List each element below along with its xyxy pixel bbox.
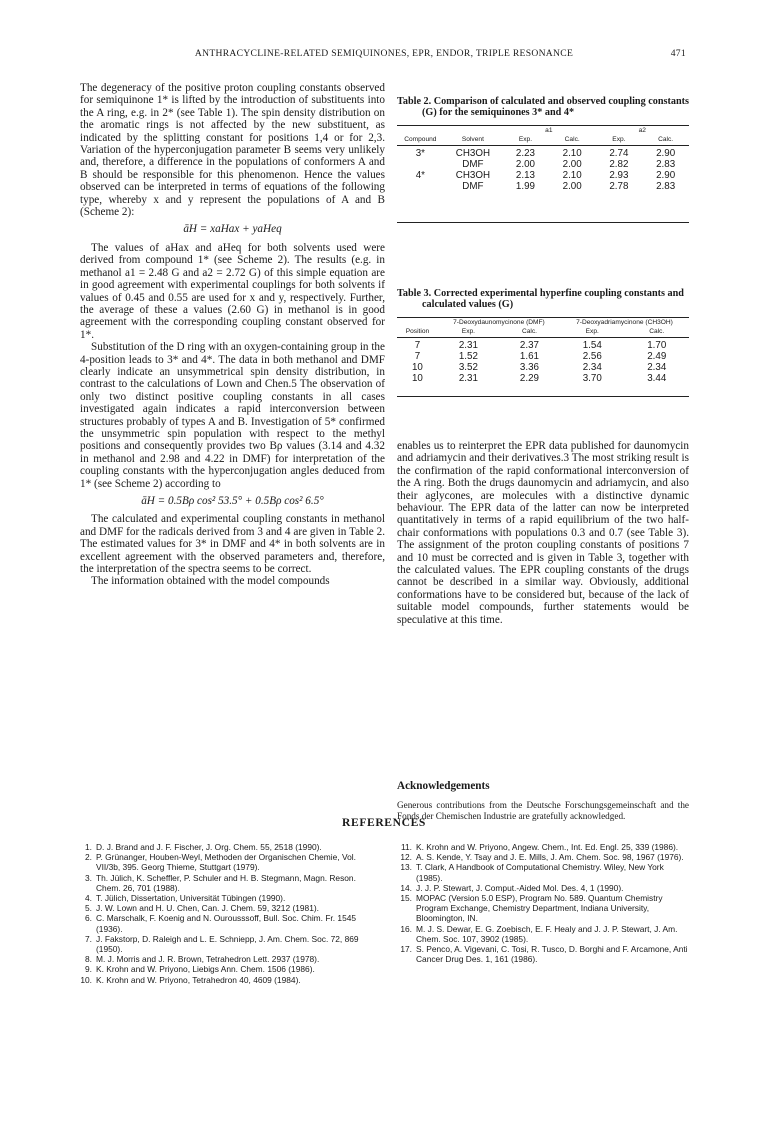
table-cell: 7 xyxy=(414,350,421,362)
table-cell: 2.00 xyxy=(562,158,582,170)
references-heading: REFERENCES xyxy=(342,816,426,829)
column-header: Exp. xyxy=(612,135,626,143)
reference-item xyxy=(400,944,692,964)
table-cell: 1.54 xyxy=(582,339,602,351)
reference-text: K. Krohn and W. Priyono, Liebigs Ann. Chem. 1506 (1986). xyxy=(96,964,315,975)
table-cell: 2.31 xyxy=(458,372,478,384)
table-cell: 2.56 xyxy=(582,350,602,362)
reference-text: J. Fakstorp, D. Raleigh and L. E. Schniepp, J. Am. Chem. Soc. 72, 869 (1950). xyxy=(96,933,359,955)
table-caption-label: Table 2. xyxy=(397,96,432,107)
table-cell: 2.90 xyxy=(656,147,676,159)
column-group-header: a2 xyxy=(638,126,646,134)
table-rule xyxy=(397,145,689,146)
reference-number: 4. xyxy=(85,893,92,904)
column-header: Calc. xyxy=(521,327,537,335)
reference-item xyxy=(80,934,373,954)
column-header: Position xyxy=(405,327,430,335)
reference-number: 11. xyxy=(400,842,412,852)
reference-text: A. S. Kende, Y. Tsay and J. E. Mills, J. Am. Chem. Soc. 98, 1967 (1976). xyxy=(416,852,684,863)
reference-number: 16. xyxy=(400,923,412,934)
table-row xyxy=(397,362,689,373)
page-number: 471 xyxy=(670,48,686,59)
table-cell: 2.00 xyxy=(562,180,582,192)
reference-item xyxy=(80,893,373,903)
table-cell: 1.70 xyxy=(647,339,667,351)
reference-text: M. J. Morris and J. R. Brown, Tetrahedron Lett. 2937 (1978). xyxy=(96,954,320,965)
reference-text: Th. Jülich, K. Scheffler, P. Schuler and H. B. Stegmann, Magn. Reson. Chem. 26, 701 (1988). xyxy=(96,872,356,893)
reference-item xyxy=(400,883,692,893)
table-cell: 2.93 xyxy=(609,169,629,181)
paragraph: The degeneracy of the positive proton coupling constants observed for semiquinone 1* is lifted by the introduction of substituents into the A ring, e.g. in 2* (see Table 1). The spin density distribution on the aromatic rings is not affected by the new substituent, as indicated by the splitting constant for positions 1,4 or for 2,3. Variation of the hyperconjugation parameter B seems very unlikely and, therefore, a difference in the populations of conformers A and B should be responsible for this phenomenon. Hence the values observed can be interpreted in terms of equations of the following type, whereby x and y represent the populations of A and B (Scheme 2): xyxy=(80,82,385,219)
table-row xyxy=(397,340,689,351)
paragraph: The calculated and experimental coupling constants in methanol and DMF for the radicals derived from 3 and 4 are given in Table 2. The estimated values for 3* in DMF and 4* in both solvents are in excellent agreement with the observed parameters and, therefore, the interpretation of the spectra seems to be correct. xyxy=(80,513,385,576)
table-row xyxy=(397,181,689,192)
table-row xyxy=(397,170,689,181)
reference-item xyxy=(80,964,373,974)
reference-number: 2. xyxy=(85,852,92,863)
table-cell: 1.99 xyxy=(515,180,535,192)
reference-text: D. J. Brand and J. F. Fischer, J. Org. Chem. 55, 2518 (1990). xyxy=(96,842,322,852)
table-cell: 3.36 xyxy=(519,361,539,373)
reference-text: MOPAC (Version 5.0 ESP), Program No. 589. Quantum Chemistry Program Exchange, Chemistry Department, Indiana University, Bloomington, IN. xyxy=(416,893,663,924)
table-cell: DMF xyxy=(462,180,484,192)
table-row xyxy=(397,159,689,170)
reference-item xyxy=(80,903,373,913)
reference-number: 17. xyxy=(400,944,412,955)
table-2 xyxy=(397,96,689,223)
table-3 xyxy=(397,288,689,397)
reference-number: 12. xyxy=(400,852,412,863)
table-cell xyxy=(397,181,444,192)
reference-text: J. W. Lown and H. U. Chen, Can. J. Chem. 59, 3212 (1981). xyxy=(96,903,319,914)
reference-number: 7. xyxy=(85,933,92,944)
running-header xyxy=(0,48,768,62)
table-row xyxy=(397,351,689,362)
references-list-left xyxy=(80,842,373,985)
table-cell: CH3OH xyxy=(455,169,491,181)
table-cell xyxy=(397,159,444,170)
table-cell: 2.82 xyxy=(609,158,629,170)
column-header: Exp. xyxy=(461,327,475,335)
reference-item xyxy=(400,862,692,882)
table-cell: 1.52 xyxy=(458,350,478,362)
table-caption-text: Comparison of calculated and observed coupling constants (G) for the semiquinones 3* and 4* xyxy=(422,96,689,119)
reference-text: K. Krohn and W. Priyono, Angew. Chem., Int. Ed. Engl. 25, 339 (1986). xyxy=(416,842,679,852)
column-header: Exp. xyxy=(518,135,533,143)
reference-text: C. Marschalk, F. Koenig and N. Ourousssoff, Bull. Soc. Chim. Fr. 1545 (1936). xyxy=(96,913,357,934)
table-cell: 2.83 xyxy=(656,180,676,192)
table-cell: 1.61 xyxy=(519,350,539,362)
column-header: Compound xyxy=(404,135,437,143)
table-cell: 2.83 xyxy=(656,158,676,170)
reference-item xyxy=(400,924,692,944)
table-cell: 4* xyxy=(415,169,425,181)
column-header: Solvent xyxy=(461,135,484,143)
column-group-header: 7-Deoxydaunomycinone (DMF) xyxy=(453,318,545,326)
table-cell: 2.00 xyxy=(515,158,535,170)
table-cell: CH3OH xyxy=(455,147,491,159)
table-cell: 3* xyxy=(415,147,425,159)
table-cell: 2.29 xyxy=(519,372,539,384)
reference-text: T. Jülich, Dissertation, Universität Tübingen (1990). xyxy=(96,893,286,904)
paragraph: The values of aHax and aHeq for both solvents used were derived from compound 1* (see Scheme 2). The results (e.g. in methanol a1 = 2.48 G and a2 = 2.72 G) of this simple equation are in good agreement with experimental couplings for both solvents if values of 0.45 and 0.55 are used for x and y, respectively. Further, the average of these a values (2.60 G) in methanol is in good agreement with the corresponding coupling constant observed for 1*. xyxy=(80,241,385,341)
table-caption-label: Table 3. xyxy=(397,288,432,299)
reference-text: S. Penco, A. Vigevani, C. Tosi, R. Tusco, D. Borghi and F. Arcamone, Anti Cancer Drug Des. 1, 161 (1986). xyxy=(416,944,688,965)
reference-item xyxy=(400,893,692,924)
reference-number: 3. xyxy=(85,872,92,883)
reference-item xyxy=(400,842,692,852)
table-cell: DMF xyxy=(462,158,484,170)
table-cell: 3.70 xyxy=(582,372,602,384)
reference-text: M. J. S. Dewar, E. G. Zoebisch, E. F. Healy and J. J. P. Stewart, J. Am. Chem. Soc. 107, 3902 (1985). xyxy=(416,923,678,944)
table-rule xyxy=(397,222,689,223)
reference-item xyxy=(80,873,373,893)
column-header: Calc. xyxy=(564,135,580,143)
column-group-header: a1 xyxy=(545,126,553,134)
left-column xyxy=(80,82,385,588)
table-cell: 3.52 xyxy=(458,361,478,373)
table-caption-text: Corrected experimental hyperfine coupling constants and calculated values (G) xyxy=(422,288,684,311)
table-caption xyxy=(397,96,689,119)
table-cell: 2.37 xyxy=(519,339,539,351)
table-cell: 2.34 xyxy=(647,361,667,373)
paragraph: Substitution of the D ring with an oxygen-containing group in the 4-position leads to 3* and 4*. The data in both methanol and DMF clearly indicate an unsymmetrical spin density distribution, in contrast to the calculations of Lown and Chen.5 The observation of only two distinct positive coupling constants in all cases investigated again indicates a rapid interconversion between structures probably of types A and B. Investigation of 5* confirmed the unsymmetric spin population with respect to the methyl positions and consequently provides two Bρ values (3.14 and 4.32 in methanol and 2.98 and 4.22 in DMF) for interpretation of the coupling constants with the hyperconjugation angles deduced from 1* (see Scheme 2) according to xyxy=(80,341,385,490)
equation: āH = xaHax + yaHeq xyxy=(183,223,282,236)
reference-item xyxy=(80,954,373,964)
reference-item xyxy=(80,913,373,933)
reference-text: P. Grünanger, Houben-Weyl, Methoden der Organischen Chemie, Vol. VII/3b, 395. Georg Thieme, Stuttgart (1979). xyxy=(96,852,356,873)
column-header: Exp. xyxy=(585,327,599,335)
equation: āH = 0.5Bρ cos² 53.5° + 0.5Bρ cos² 6.5° xyxy=(141,495,324,507)
reference-text: T. Clark, A Handbook of Computational Chemistry. Wiley, New York (1985). xyxy=(416,862,664,883)
table-cell: 2.49 xyxy=(647,350,667,362)
column-group-header: 7-Deoxyadriamycinone (CH3OH) xyxy=(576,318,673,326)
acknowledgements-heading: Acknowledgements xyxy=(397,780,490,792)
reference-number: 1. xyxy=(85,842,92,852)
table-cell: 2.78 xyxy=(609,180,629,192)
right-column xyxy=(397,440,689,626)
paragraph: enables us to reinterpret the EPR data published for daunomycin and adriamycin and their derivatives.3 The most striking result is the confirmation of the rapid conformational interconversion of the A ring. Both the drugs daunomycin and adriamycin, and also their aglycones, are molecules with a distinctive dynamic behaviour. The EPR data of the latter can now be interpreted quantitatively in terms of a rapid equilibrium of the two half-chair conformations with populations 0.3 and 0.7 (see Table 3). The assignment of the proton coupling constants of positions 7 and 10 must be corrected and is given in Table 3, together with the calculated values. The EPR coupling constants of the drugs cannot be described in a similar way. Obviously, additional conformations have to be considered but, because of the lack of suitable model compounds, further statements would be speculative at this time. xyxy=(397,440,689,626)
reference-item xyxy=(80,975,373,985)
table-cell: 2.31 xyxy=(458,339,478,351)
data-table xyxy=(397,318,689,384)
reference-number: 9. xyxy=(85,964,92,975)
paragraph: The information obtained with the model compounds xyxy=(91,575,330,588)
table-cell: 2.10 xyxy=(562,169,582,181)
reference-number: 15. xyxy=(400,893,412,904)
table-rule xyxy=(397,337,689,338)
reference-text: J. J. P. Stewart, J. Comput.-Aided Mol. Des. 4, 1 (1990). xyxy=(416,882,624,893)
reference-number: 13. xyxy=(400,862,412,873)
reference-item xyxy=(80,842,373,852)
table-cell: 2.13 xyxy=(515,169,535,181)
table-caption xyxy=(397,288,689,311)
reference-number: 6. xyxy=(85,913,92,924)
data-table xyxy=(397,126,689,192)
reference-item xyxy=(400,852,692,862)
acknowledgements-text: Generous contributions from the Deutsche Forschungsgemeinschaft and the Fonds der Chemischen Industrie are gratefully acknowledged. xyxy=(397,800,689,821)
table-cell: 2.74 xyxy=(609,147,629,159)
table-cell: 2.10 xyxy=(562,147,582,159)
table-row xyxy=(397,148,689,159)
running-title: ANTHRACYCLINE-RELATED SEMIQUINONES, EPR, ENDOR, TRIPLE RESONANCE xyxy=(194,48,574,59)
reference-text: K. Krohn and W. Priyono, Tetrahedron 40, 4609 (1984). xyxy=(96,974,301,985)
reference-number: 5. xyxy=(85,903,92,914)
reference-number: 14. xyxy=(400,882,412,893)
reference-item xyxy=(80,852,373,872)
reference-number: 8. xyxy=(85,954,92,965)
table-cell: 2.23 xyxy=(515,147,535,159)
table-cell: 3.44 xyxy=(647,372,667,384)
column-header: Calc. xyxy=(658,135,674,143)
table-cell: 10 xyxy=(411,372,423,384)
table-cell: 7 xyxy=(414,339,421,351)
reference-number: 10. xyxy=(80,974,92,985)
table-cell: 2.90 xyxy=(656,169,676,181)
table-cell: 2.34 xyxy=(582,361,602,373)
table-row xyxy=(397,373,689,384)
table-rule xyxy=(397,396,689,397)
references-list-right xyxy=(400,842,692,964)
column-header: Calc. xyxy=(649,327,665,335)
table-cell: 10 xyxy=(411,361,423,373)
